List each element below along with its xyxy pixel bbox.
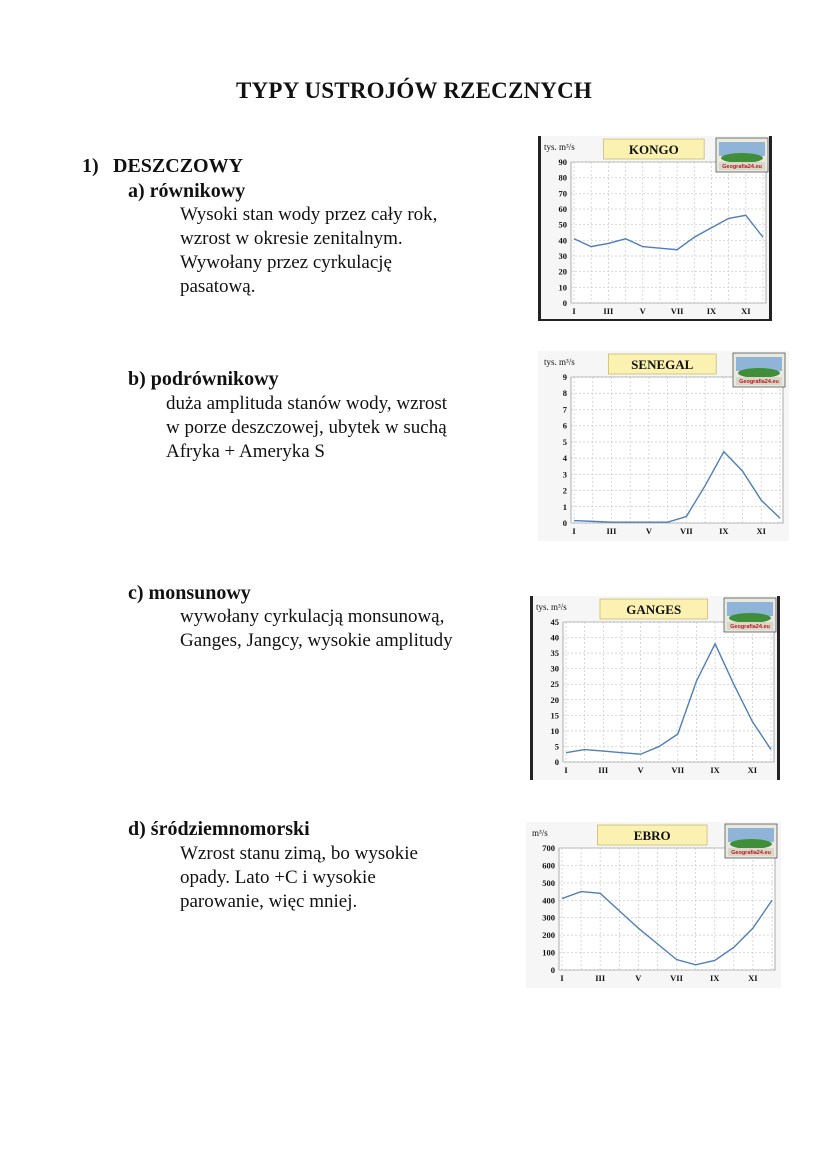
chart-kongo (538, 136, 772, 321)
frame-edge (530, 596, 533, 780)
x-tick-label: XI (741, 306, 751, 316)
geografia-logo (725, 824, 777, 858)
description-line: duża amplituda stanów wody, wzrost (166, 393, 448, 414)
y-tick-label: 45 (550, 617, 559, 627)
description-line: Ganges, Jangcy, wysokie amplitudy (180, 630, 453, 651)
logo-land (730, 839, 772, 849)
y-tick-label: 0 (554, 757, 559, 767)
logo-land (729, 613, 771, 623)
y-tick-label: 4 (562, 453, 567, 464)
frame-edge (538, 319, 772, 321)
chart-title: GANGES (626, 602, 682, 617)
x-tick-label: VII (670, 306, 684, 316)
subsection-heading-d: d) śródziemnomorski (128, 818, 310, 840)
y-tick-label: 1 (562, 501, 567, 512)
x-tick-label: V (635, 973, 642, 983)
chart-senegal-svg (538, 351, 789, 541)
chart-kongo-svg (538, 136, 772, 321)
x-tick-label: IX (710, 973, 720, 983)
y-tick-label: 3 (562, 469, 567, 480)
x-tick-label: VII (670, 973, 683, 983)
plot-area (571, 377, 783, 523)
y-tick-label: 20 (558, 266, 567, 277)
x-tick-label: V (637, 765, 644, 775)
description-line: opady. Lato +C i wysokie (180, 867, 376, 888)
y-tick-label: 0 (550, 965, 555, 975)
x-tick-label: IX (710, 765, 720, 775)
section-number: 1) (82, 155, 99, 177)
chart-title: KONGO (628, 142, 679, 157)
page-title: TYPY USTROJÓW RZECZNYCH (235, 78, 593, 103)
y-tick-label: 40 (550, 632, 559, 643)
y-tick-label: 25 (550, 679, 559, 690)
y-tick-label: 300 (542, 912, 555, 923)
y-tick-label: 70 (558, 188, 567, 199)
description-line: pasatową. (180, 276, 256, 297)
logo-text: Geografia24.eu (731, 850, 771, 856)
logo-land (738, 368, 780, 378)
y-tick-label: 15 (550, 710, 559, 721)
frame-edge (769, 136, 772, 321)
y-tick-label: 8 (562, 388, 567, 399)
logo-text: Geografia24.eu (722, 164, 762, 170)
y-tick-label: 90 (558, 157, 567, 167)
description-line: wzrost w okresie zenitalnym. (180, 228, 403, 249)
y-axis-unit-label: tys. m³/s (536, 602, 567, 612)
section-name: DESZCZOWY (113, 155, 244, 177)
chart-ganges-svg (530, 596, 780, 780)
plot-area (571, 162, 766, 303)
y-axis-unit-label: tys. m³/s (544, 142, 575, 152)
description-line: Afryka + Ameryka S (166, 441, 325, 462)
chart-ebro (526, 822, 781, 988)
x-tick-label: III (595, 973, 606, 983)
y-tick-label: 7 (562, 404, 567, 415)
subsection-heading-b: b) podrównikowy (128, 368, 279, 390)
x-tick-label: III (598, 765, 609, 775)
x-tick-label: V (639, 306, 646, 316)
x-tick-label: I (572, 526, 576, 536)
x-tick-label: V (645, 526, 652, 536)
x-tick-label: VII (679, 526, 693, 536)
y-tick-label: 50 (558, 219, 567, 230)
y-tick-label: 80 (558, 172, 567, 183)
subsection-heading-a: a) równikowy (128, 180, 246, 202)
subsection-description-d (180, 842, 418, 914)
y-tick-label: 30 (558, 251, 567, 261)
geografia-logo (733, 353, 785, 387)
y-tick-label: 100 (542, 947, 555, 958)
y-tick-label: 10 (550, 725, 559, 736)
y-tick-label: 20 (550, 694, 559, 705)
x-tick-label: III (606, 526, 617, 536)
x-tick-label: III (603, 306, 614, 316)
subsection-description-a (180, 203, 437, 299)
logo-text: Geografia24.eu (739, 379, 779, 385)
x-tick-label: IX (706, 306, 717, 316)
x-tick-label: XI (748, 973, 758, 983)
geografia-logo (724, 598, 776, 632)
y-tick-label: 60 (558, 204, 567, 214)
chart-title: EBRO (633, 828, 671, 843)
description-line: Wzrost stanu zimą, bo wysokie (180, 843, 418, 864)
chart-senegal (538, 351, 789, 541)
geografia-logo (716, 138, 768, 172)
y-axis-unit-label: tys. m³/s (544, 357, 575, 367)
description-line: w porze deszczowej, ubytek w suchą (166, 417, 447, 438)
y-tick-label: 5 (562, 436, 567, 447)
y-tick-label: 30 (550, 663, 559, 674)
x-tick-label: XI (747, 765, 758, 775)
description-line: wywołany cyrkulacją monsunową, (180, 606, 445, 627)
x-tick-label: I (572, 306, 576, 316)
y-tick-label: 200 (542, 930, 555, 941)
y-tick-label: 10 (558, 282, 567, 293)
x-tick-label: IX (719, 526, 729, 536)
x-tick-label: XI (756, 526, 766, 536)
y-tick-label: 35 (550, 648, 559, 659)
y-tick-label: 0 (562, 518, 567, 528)
y-tick-label: 500 (542, 877, 555, 888)
y-tick-label: 40 (558, 235, 567, 246)
logo-land (721, 153, 763, 163)
description-line: Wywołany przez cyrkulację (180, 252, 392, 273)
y-tick-label: 700 (542, 843, 555, 853)
x-tick-label: I (560, 973, 564, 983)
frame-edge (538, 136, 541, 321)
subsection-heading-c: c) monsunowy (128, 582, 251, 604)
y-tick-label: 600 (542, 860, 555, 871)
chart-ebro-svg (526, 822, 781, 988)
description-line: parowanie, więc mniej. (180, 891, 358, 912)
x-tick-label: I (564, 765, 568, 775)
chart-ganges (530, 596, 780, 780)
chart-title: SENEGAL (631, 357, 694, 372)
description-line: Wysoki stan wody przez cały rok, (180, 204, 438, 225)
subsection-description-b (166, 392, 447, 464)
y-tick-label: 2 (562, 485, 567, 496)
y-tick-label: 9 (562, 372, 567, 382)
frame-edge (777, 596, 780, 780)
y-tick-label: 5 (554, 741, 559, 752)
y-tick-label: 400 (542, 895, 555, 906)
y-axis-unit-label: m³/s (532, 828, 548, 838)
y-tick-label: 6 (562, 420, 567, 431)
subsection-description-c (180, 605, 453, 653)
x-tick-label: VII (671, 765, 685, 775)
logo-text: Geografia24.eu (730, 624, 770, 630)
y-tick-label: 0 (562, 298, 567, 308)
